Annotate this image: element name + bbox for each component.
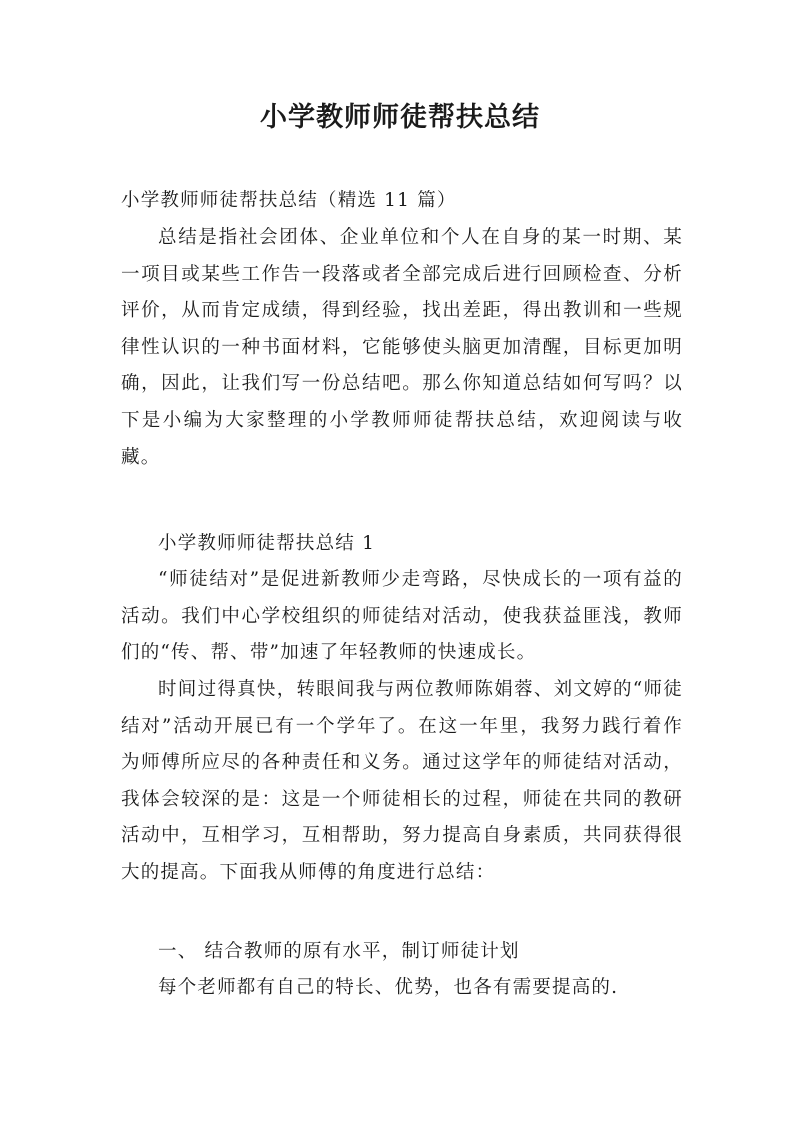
item-heading: 一、 结合教师的原有水平，制订师徒计划 xyxy=(158,941,520,962)
intro-paragraph: 总结是指社会团体、企业单位和个人在自身的某一时期、某一项目或某些工作告一段落或者全部完成后进行回顾检查、分析评价，从而肯定成绩，得到经验，找出差距，得出教训和一些规律性认识的一种书面材料，它能够使头脑更加清醒，目标更加明确，因此，让我们写一份总结吧。那么你知道总结如何写吗？以下是小编为大家整理的小学教师师徒帮扶总结，欢迎阅读与收藏。 xyxy=(121,227,683,468)
paragraph-2: 时间过得真快，转眼间我与两位教师陈娟蓉、刘文婷的“师徒结对”活动开展已有一个学年了。在这一年里，我努力践行着作为师傅所应尽的各种责任和义务。通过这学年的师徒结对活动，我体会较深的是：这是一个师徒相长的过程，师徒在共同的教研活动中，互相学习，互相帮助，努力提高自身素质，共同获得很大的提高。下面我从师傅的角度进行总结： xyxy=(121,679,683,883)
section-heading: 小学教师师徒帮扶总结 1 xyxy=(158,533,376,554)
document-title: 小学教师师徒帮扶总结 xyxy=(260,102,540,133)
document-subtitle: 小学教师师徒帮扶总结（精选 11 篇） xyxy=(121,190,457,211)
paragraph-1: “师徒结对”是促进新教师少走弯路，尽快成长的一项有益的活动。我们中心学校组织的师徒结对活动，使我获益匪浅，教师们的“传、帮、带”加速了年轻教师的快速成长。 xyxy=(121,569,683,664)
paragraph-3: 每个老师都有自己的特长、优势，也各有需要提高的. xyxy=(158,977,619,998)
